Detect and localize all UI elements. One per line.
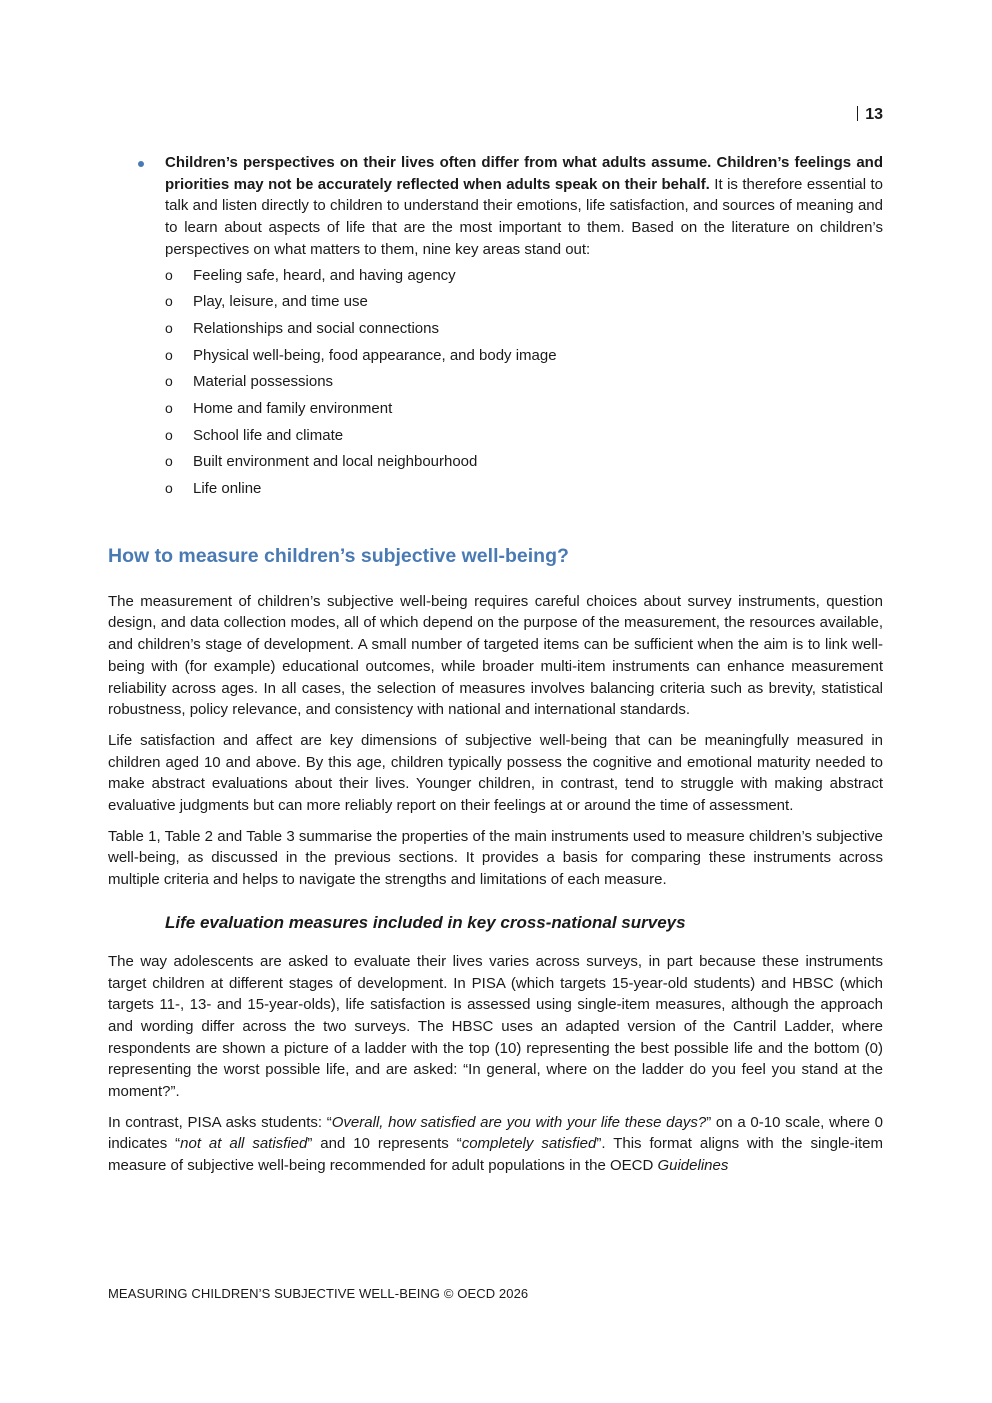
list-item: o Material possessions [165,371,883,398]
list-item: o Life online [165,478,883,505]
page-footer: MEASURING CHILDREN’S SUBJECTIVE WELL-BEING © OECD 2026 [108,1286,529,1301]
bullet-bold-lead: Children’s perspectives on their lives often differ from what adults assume. Children’s feelings and priorities may not be accurately reflected when adults speak on their behalf. [165,154,883,193]
list-item: o Play, leisure, and time use [165,291,883,318]
circle-bullet-icon: o [165,480,173,497]
list-item: o Home and family environment [165,398,883,425]
scale-label-high: completely satisfied [461,1135,597,1153]
circle-bullet-icon: o [165,453,173,470]
page-number-divider [857,106,858,121]
bullet-dot-icon [138,161,144,167]
body-paragraph: In contrast, PISA asks students: “Overall, how satisfied are you with your life these days?” on a 0-10 scale, where 0 indicates “not at all satisfied” and 10 represents “completely satisfied”. This format aligns with the single-item measure of subjective well-being recommended for adult populations in the OECD Guidelines [108,1113,883,1175]
page-number [857,106,883,124]
circle-bullet-icon: o [165,346,173,363]
body-paragraph: Table 1, Table 2 and Table 3 summarise the properties of the main instruments used to measure children’s subjective well-being, as discussed in the previous sections. It provides a basis for comparing these instruments across multiple criteria and helps to navigate the strengths and limitations of each measure. [108,827,883,889]
circle-bullet-icon: o [165,293,173,310]
key-areas-list [108,265,883,505]
section-heading: How to measure children’s subjective well-being? [108,544,569,567]
subsection-heading: Life evaluation measures included in key cross-national surveys [165,912,686,932]
quoted-question: Overall, how satisfied are you with your life these days? [331,1113,707,1131]
page-number-value: 13 [865,106,883,123]
circle-bullet-icon: o [165,399,173,416]
guidelines-title: Guidelines [657,1157,729,1175]
bullet-item [108,152,883,261]
body-paragraph: Life satisfaction and affect are key dimensions of subjective well-being that can be meaningfully measured in children aged 10 and above. By this age, children typically possess the cognitive and emotional maturity needed to make abstract evaluations about their lives. Younger children, in contrast, tend to struggle with making abstract evaluative judgments but can more reliably report on their feelings at or around the time of assessment. [108,731,883,815]
list-item: o Built environment and local neighbourhood [165,451,883,478]
circle-bullet-icon: o [165,426,173,443]
body-paragraph: The measurement of children’s subjective well-being requires careful choices about survey instruments, question design, and data collection modes, all of which depend on the purpose of the measurement, the resources available, and children’s stage of development. A small number of targeted items can be sufficient when the aim is to link well-being with (for example) educational outcomes, while broader multi-item instruments can enhance measurement reliability across ages. In all cases, the selection of measures involves balancing criteria such as brevity, statistical robustness, policy relevance, and consistency with national and international standards. [108,592,883,719]
list-item: o Relationships and social connections [165,318,883,345]
body-paragraph: The way adolescents are asked to evaluate their lives varies across surveys, in part because these instruments target children at different stages of development. In PISA (which targets 15-year-old students) and HBSC (which targets 11-, 13- and 15-year-olds), life satisfaction is assessed using single-item measures, although the approach and wording differ across the two surveys. The HBSC uses an adapted version of the Cantril Ladder, where respondents are shown a picture of a ladder with the top (10) representing the best possible life and the bottom (0) representing the worst possible life, and are asked: “In general, where on the ladder do you feel you stand at the moment?”. [108,952,883,1101]
circle-bullet-icon: o [165,319,173,336]
circle-bullet-icon: o [165,266,173,283]
circle-bullet-icon: o [165,373,173,390]
list-item: o Feeling safe, heard, and having agency [165,265,883,292]
page-content [108,152,883,1177]
list-item: o School life and climate [165,425,883,452]
scale-label-low: not at all satisfied [180,1135,308,1153]
bullet-paragraph [165,152,883,261]
bullet-body-text: It is therefore essential to talk and listen directly to children to understand their emotions, life satisfaction, and sources of meaning and to learn about aspects of life that are the most important to them. Based on the literature on children’s perspectives on what matters to them, nine key areas stand out: [165,175,883,258]
list-item: o Physical well-being, food appearance, and body image [165,345,883,372]
